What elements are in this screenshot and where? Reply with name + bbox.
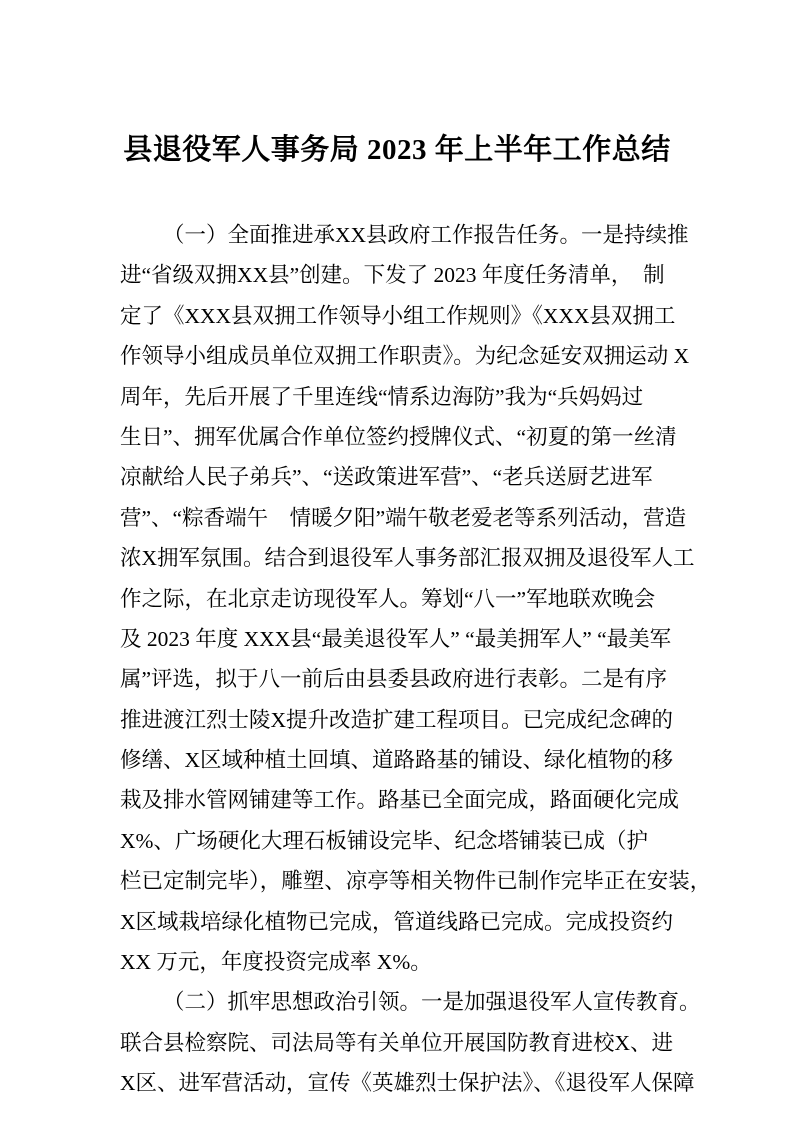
text-line: 浓X拥军氛围。结合到退役军人事务部汇报双拥及退役军人工 [120,546,695,571]
text-line: 作领导小组成员单位双拥工作职责》。为纪念延安双拥运动 X [120,344,690,369]
text-line: 生日”、拥军优属合作单位签约授牌仪式、“初夏的第一丝清 [120,424,677,449]
text-line: 周年，先后开展了千里连线“情系边海防”我为“兵妈妈过 [120,384,644,409]
text-line: 及 2023 年度 XXX县“最美退役军人” “最美拥军人” “最美军 [120,626,672,651]
document-body [120,215,712,1104]
text-line: 修缮、X区域种植土回填、道路路基的铺设、绿化植物的移 [120,748,674,773]
text-line: 作之际，在北京走访现役军人。筹划“八一”军地联欢晚会 [120,586,656,611]
text-line: 栏已定制完毕），雕塑、凉亭等相关物件已制作完毕正在安装， [120,869,712,894]
text-line: X区域栽培绿化植物已完成，管道线路已完成。完成投资约 [120,909,674,934]
text-line: 定了《XXX县双拥工作领导小组工作规则》《XXX县双拥工 [120,303,676,328]
text-line: 进“省级双拥XX县”创建。下发了 2023 年度任务清单， 制 [120,263,665,288]
text-line: XX 万元，年度投资完成率 X%。 [120,950,432,975]
text-line: 推进渡江烈士陵X提升改造扩建工程项目。已完成纪念碑的 [120,707,674,732]
text-line: X区、进军营活动，宣传《英雄烈士保护法》、《退役军人保障 [120,1071,695,1096]
text-line: 栽及排水管网铺建等工作。路基已全面完成，路面硬化完成 [120,788,680,813]
text-line: 营”、“粽香端午 情暖夕阳”端午敬老爱老等系列活动，营造 [120,505,687,530]
text-line: （一）全面推进承XX县政府工作报告任务。一是持续推 [163,223,689,247]
text-line: 属”评选，拟于八一前后由县委县政府进行表彰。二是有序 [120,667,668,692]
text-line: 凉献给人民子弟兵”、“送政策进军营”、“老兵送厨艺进军 [120,465,653,490]
text-line: 联合县检察院、司法局等有关单位开展国防教育进校X、进 [120,1030,674,1055]
text-line: （二）抓牢思想政治引领。一是加强退役军人宣传教育。 [163,990,701,1015]
text-line: X%、广场硬化大理石板铺设完毕、纪念塔铺装已成（护 [120,828,648,853]
document-title: 县退役军人事务局 2023 年上半年工作总结 [123,134,671,166]
